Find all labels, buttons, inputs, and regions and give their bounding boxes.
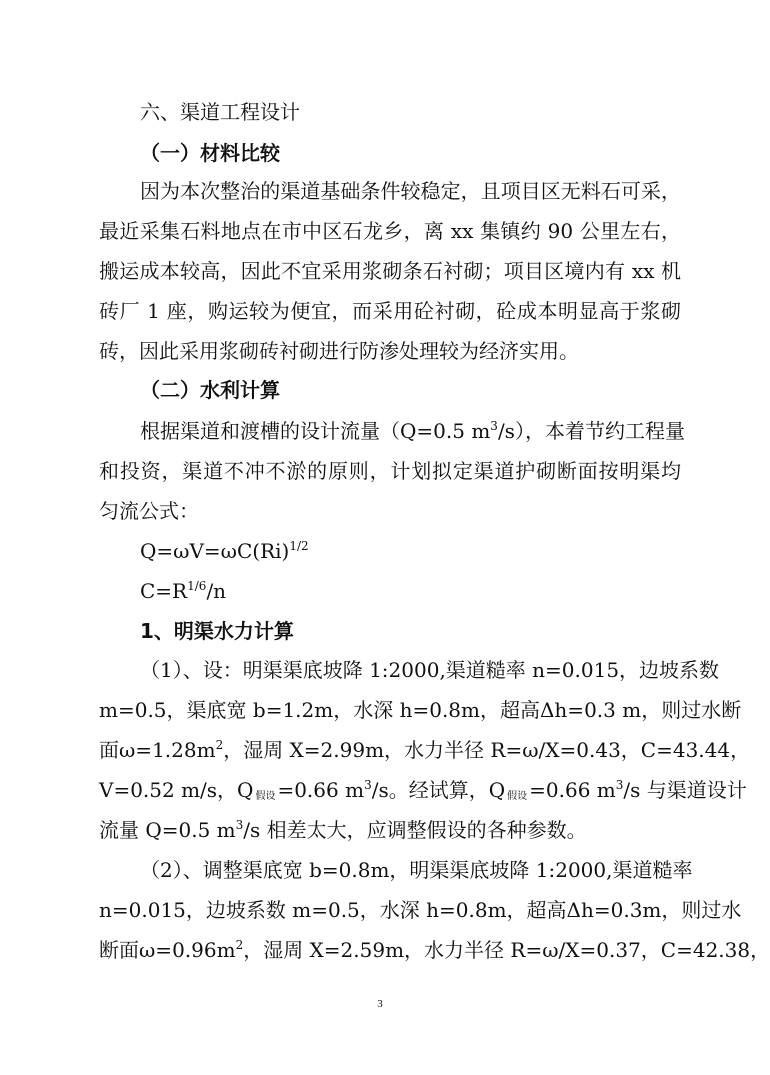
formula-chezy bbox=[140, 578, 681, 604]
page-number: 3 bbox=[377, 998, 383, 1010]
text-run: 流量 Q=0.5 m bbox=[99, 818, 236, 842]
paragraph-line bbox=[99, 817, 681, 843]
paragraph-line bbox=[99, 937, 770, 963]
paragraph-line: 和投资，渠道不冲不淤的原则，计划拟定渠道护砌断面按明渠均 bbox=[99, 459, 681, 483]
paragraph-line: 搬运成本较高，因此不宜采用浆砌条石衬砌；项目区境内有 xx 机 bbox=[99, 259, 681, 283]
text-run: ，湿周 X=2.99m，水力半径 R=ω/X=0.43，C=43.44， bbox=[223, 738, 751, 762]
paragraph-line: n=0.015，边坡系数 m=0.5，水深 h=0.8m，超高Δh=0.3m，则过水 bbox=[99, 898, 742, 922]
paragraph-line: 砖厂 1 座，购运较为便宜，而采用砼衬砌，砼成本明显高于浆砌 bbox=[99, 299, 681, 323]
paragraph-line bbox=[140, 418, 685, 444]
text-run: V=0.52 m/s，Q bbox=[99, 778, 254, 802]
superscript: 1/2 bbox=[289, 539, 309, 553]
subsection-title-hydraulic: （二）水利计算 bbox=[140, 378, 280, 402]
text-run: /s。经试算，Q bbox=[371, 778, 506, 802]
paragraph-line: （1）、设：明渠渠底坡降 1:2000,渠道糙率 n=0.015，边坡系数 bbox=[140, 658, 720, 682]
superscript: 1/6 bbox=[187, 579, 207, 593]
text-run: ，湿周 X=2.59m，水力半径 R=ω/X=0.37，C=42.38， bbox=[243, 938, 770, 962]
text-run: /s 与渠道设计 bbox=[623, 778, 747, 802]
superscript: 3 bbox=[490, 419, 498, 433]
paragraph-line: 因为本次整治的渠道基础条件较稳定，且项目区无料石可采， bbox=[140, 179, 681, 203]
text-run: 根据渠道和渡槽的设计流量（Q=0.5 m bbox=[140, 419, 491, 443]
superscript: 3 bbox=[235, 818, 244, 832]
paragraph-line bbox=[99, 777, 747, 803]
superscript: 3 bbox=[615, 778, 624, 792]
text-run: Q=ωV=ωC(Ri) bbox=[140, 539, 290, 563]
subsection-title-materials: （一）材料比较 bbox=[140, 141, 280, 165]
formula-flow bbox=[140, 538, 681, 564]
superscript: 3 bbox=[364, 778, 372, 792]
subscript: 假设 bbox=[507, 791, 528, 802]
paragraph-line: 砖，因此采用浆砌砖衬砌进行防渗处理较为经济实用。 bbox=[99, 339, 579, 363]
superscript: 2 bbox=[235, 938, 244, 952]
section-title: 六、渠道工程设计 bbox=[140, 100, 300, 124]
paragraph-line: （2）、调整渠底宽 b=0.8m，明渠渠底坡降 1:2000,渠道糙率 bbox=[140, 858, 693, 882]
subsection-title-open-channel: 1、明渠水力计算 bbox=[140, 619, 294, 643]
paragraph-line: 匀流公式： bbox=[99, 499, 199, 523]
text-run: =0.66 m bbox=[529, 778, 616, 802]
paragraph-line: m=0.5，渠底宽 b=1.2m，水深 h=0.8m，超高Δh=0.3 m，则过水断 bbox=[99, 698, 742, 722]
paragraph-line: 最近采集石料地点在市中区石龙乡，离 xx 集镇约 90 公里左右， bbox=[99, 219, 681, 243]
text-run: C=R bbox=[140, 579, 188, 603]
superscript: 2 bbox=[215, 738, 224, 752]
text-run: /s），本着节约工程量 bbox=[497, 419, 685, 443]
text-run: /n bbox=[206, 579, 227, 603]
subscript: 假设 bbox=[255, 791, 276, 802]
text-run: =0.66 m bbox=[277, 778, 365, 802]
text-run: /s 相差太大，应调整假设的各种参数。 bbox=[243, 818, 587, 842]
text-run: 断面ω=0.96m bbox=[99, 938, 236, 962]
paragraph-line bbox=[99, 737, 751, 763]
text-run: 面ω=1.28m bbox=[99, 738, 216, 762]
